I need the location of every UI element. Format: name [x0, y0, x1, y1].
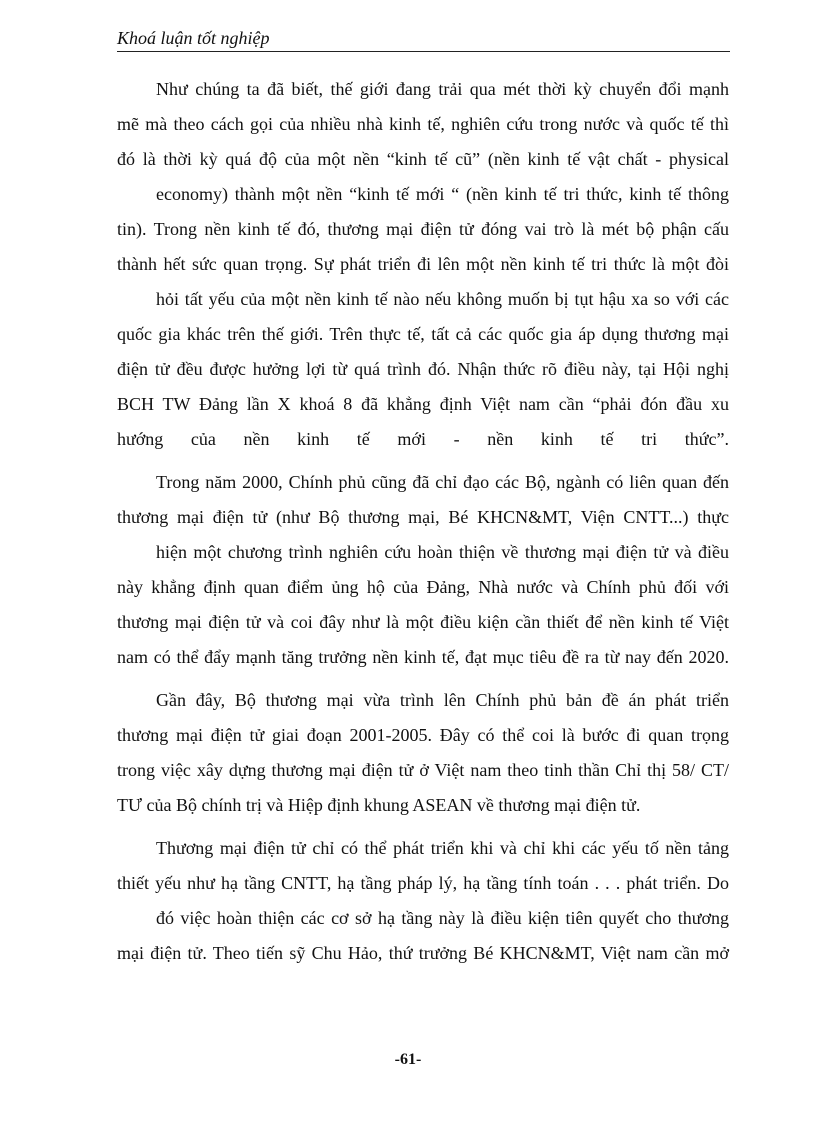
body-line: đó là thời kỳ quá độ của một nền “kinh tế cũ” (nền kinh tế vật chất - physical — [117, 149, 729, 169]
body-line: TƯ của Bộ chính trị và Hiệp định khung ASEAN về thương mại điện tử. — [117, 795, 641, 815]
header-title: Khoá luận tốt nghiệp — [117, 28, 270, 48]
body-line: Gần đây, Bộ thương mại vừa trình lên Chính phủ bản đề án phát triển — [156, 690, 729, 710]
body-line: thương mại điện tử giai đoạn 2001-2005. Đây có thể coi là bước đi quan trọng — [117, 725, 729, 745]
body-line: Trong năm 2000, Chính phủ cũng đã chỉ đạo các Bộ, ngành có liên quan đến — [156, 472, 729, 492]
body-line: thương mại điện tử (như Bộ thương mại, Bé KHCN&MT, Viện CNTT...) thực — [117, 507, 729, 527]
body-line: Như chúng ta đã biết, thế giới đang trải qua mét thời kỳ chuyển đổi mạnh — [156, 79, 729, 99]
body-line: tin). Trong nền kinh tế đó, thương mại điện tử đóng vai trò là mét bộ phận cấu — [117, 219, 729, 239]
body-line: mẽ mà theo cách gọi của nhiều nhà kinh tế, nghiên cứu trong nước và quốc tế thì — [117, 114, 729, 134]
body-line: đó việc hoàn thiện các cơ sở hạ tầng này là điều kiện tiên quyết cho thương — [156, 908, 729, 928]
body-line: trong việc xây dựng thương mại điện tử ở Việt nam theo tinh thần Chỉ thị 58/ CT/ — [117, 760, 729, 780]
body-line: nam có thể đẩy mạnh tăng trưởng nền kinh tế, đạt mục tiêu đề ra từ nay đến 2020. — [117, 647, 729, 667]
body-line: thiết yếu như hạ tầng CNTT, hạ tầng pháp lý, hạ tầng tính toán . . . phát triển. Do — [117, 873, 729, 893]
header-rule — [117, 51, 730, 52]
body-line: thành hết sức quan trọng. Sự phát triển đi lên một nền kinh tế tri thức là một đòi — [117, 254, 729, 274]
body-line: mại điện tử. Theo tiến sỹ Chu Hảo, thứ trưởng Bé KHCN&MT, Việt nam cần mở — [117, 943, 729, 963]
body-line: này khẳng định quan điểm ủng hộ của Đảng, Nhà nước và Chính phủ đối với — [117, 577, 729, 597]
body-line: thương mại điện tử và coi đây như là một điều kiện cần thiết để nền kinh tế Việt — [117, 612, 729, 632]
body-line: BCH TW Đảng lần X khoá 8 đã khẳng định Việt nam cần “phải đón đầu xu — [117, 394, 729, 414]
body-line: economy) thành một nền “kinh tế mới “ (nền kinh tế tri thức, kinh tế thông — [156, 184, 729, 204]
page-number: -61- — [394, 1051, 422, 1068]
body-line: quốc gia khác trên thế giới. Trên thực tế, tất cả các quốc gia áp dụng thương mại — [117, 324, 729, 344]
body-line: hướng của nền kinh tế mới - nền kinh tế tri thức”. — [117, 429, 729, 449]
body-line: điện tử đều được hưởng lợi từ quá trình đó. Nhận thức rõ điều này, tại Hội nghị — [117, 359, 729, 379]
body-line: hiện một chương trình nghiên cứu hoàn thiện về thương mại điện tử và điều — [156, 542, 729, 562]
body-line: Thương mại điện tử chỉ có thể phát triển khi và chỉ khi các yếu tố nền tảng — [156, 838, 729, 858]
body-line: hỏi tất yếu của một nền kinh tế nào nếu không muốn bị tụt hậu xa so với các — [156, 289, 729, 309]
